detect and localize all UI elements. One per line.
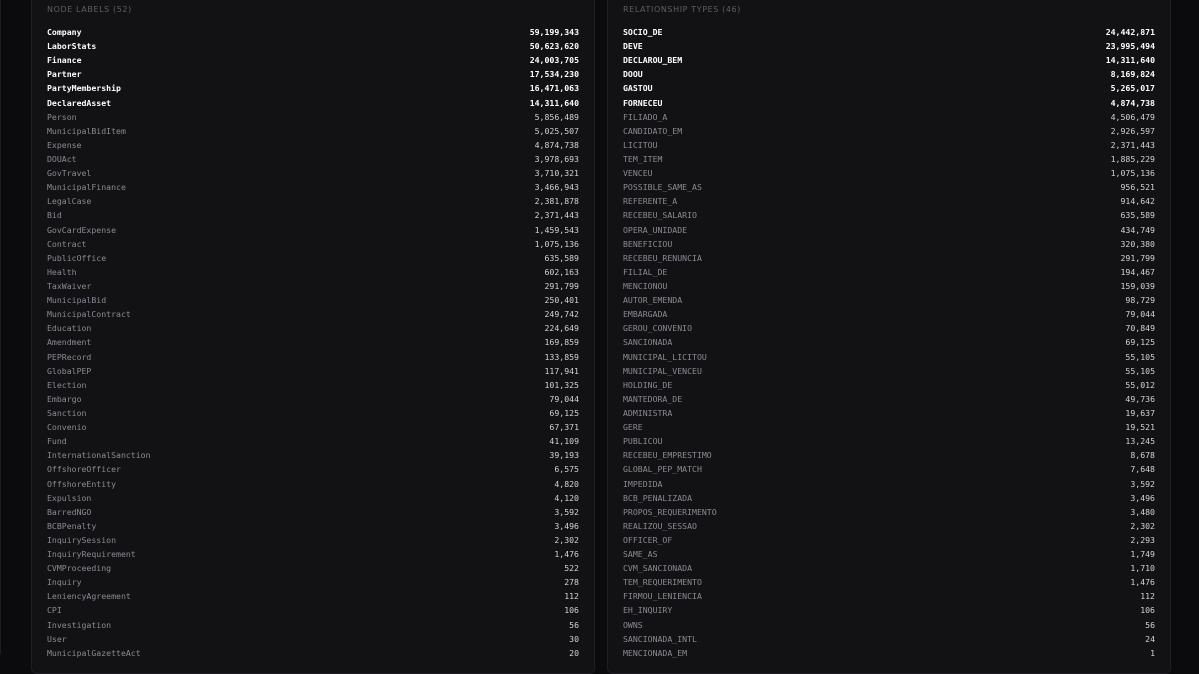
node-label-row-count: 133,859 <box>544 351 579 362</box>
relationship-type-row[interactable] <box>623 462 1155 476</box>
relationship-type-row-name: GERE <box>623 422 643 433</box>
relationship-type-row[interactable] <box>623 251 1155 265</box>
node-label-row-count: 1,459,543 <box>534 224 579 235</box>
relationship-type-row-count: 112 <box>1140 591 1155 602</box>
relationship-type-row-count: 98,729 <box>1125 295 1155 306</box>
node-label-row[interactable] <box>47 462 579 476</box>
relationship-type-row-count: 55,012 <box>1125 379 1155 390</box>
relationship-type-row-count: 5,265,017 <box>1110 83 1155 94</box>
node-label-row-count: 5,025,507 <box>534 125 579 136</box>
relationship-type-row-name: POSSIBLE_SAME_AS <box>623 182 702 193</box>
relationship-type-row-name: ADMINISTRA <box>623 407 673 418</box>
node-label-row-name: Expulsion <box>47 492 92 503</box>
node-label-row[interactable] <box>47 279 579 293</box>
node-label-row[interactable] <box>47 237 579 251</box>
relationship-type-row-count: 106 <box>1140 605 1155 616</box>
relationship-type-row-name: EMBARGADA <box>623 309 668 320</box>
relationship-type-row-count: 1,075,136 <box>1110 168 1155 179</box>
node-label-row[interactable] <box>47 618 579 632</box>
relationship-type-row-count: 4,874,738 <box>1110 97 1155 108</box>
relationship-type-row-name: GASTOU <box>623 83 653 94</box>
relationship-type-row-name: RECEBEU_EMPRESTIMO <box>623 450 712 461</box>
relationship-type-row-name: IMPEDIDA <box>623 478 663 489</box>
node-label-row-name: Election <box>47 379 87 390</box>
node-label-row-count: 41,109 <box>549 436 579 447</box>
node-label-row-name: Finance <box>47 55 82 66</box>
relationship-type-row-count: 79,044 <box>1125 309 1155 320</box>
relationship-type-row[interactable] <box>623 335 1155 349</box>
relationship-type-row-count: 23,995,494 <box>1105 41 1155 52</box>
relationship-type-row-count: 70,849 <box>1125 323 1155 334</box>
relationship-type-row[interactable] <box>623 589 1155 603</box>
node-label-row-count: 278 <box>564 577 579 588</box>
node-label-row-count: 5,856,489 <box>534 111 579 122</box>
relationship-type-row-name: MUNICIPAL_LICITOU <box>623 351 707 362</box>
relationship-type-row-count: 7,648 <box>1130 464 1155 475</box>
relationship-type-row-count: 55,105 <box>1125 365 1155 376</box>
relationship-type-row-count: 1,749 <box>1130 549 1155 560</box>
node-label-row[interactable] <box>47 477 579 491</box>
relationship-type-row[interactable] <box>623 519 1155 533</box>
node-label-row[interactable] <box>47 124 579 138</box>
relationship-type-row-name: REFERENTE_A <box>623 196 678 207</box>
relationship-type-row[interactable] <box>623 124 1155 138</box>
relationship-type-row-name: FIRMOU_LENIENCIA <box>623 591 702 602</box>
relationship-type-row[interactable] <box>623 547 1155 561</box>
node-label-row[interactable] <box>47 603 579 617</box>
node-label-row[interactable] <box>47 223 579 237</box>
node-label-row[interactable] <box>47 265 579 279</box>
relationship-type-row[interactable] <box>623 223 1155 237</box>
relationship-type-row[interactable] <box>623 138 1155 152</box>
relationship-type-row-count: 3,496 <box>1130 492 1155 503</box>
relationship-type-row[interactable] <box>623 53 1155 67</box>
node-label-row-name: MunicipalContract <box>47 309 131 320</box>
node-label-row-count: 2,302 <box>554 534 579 545</box>
node-label-row[interactable] <box>47 378 579 392</box>
relationship-type-row-name: MENCIONOU <box>623 280 668 291</box>
node-label-row[interactable] <box>47 208 579 222</box>
node-label-row[interactable] <box>47 53 579 67</box>
node-label-row[interactable] <box>47 152 579 166</box>
node-labels-panel <box>31 0 595 674</box>
node-label-row[interactable] <box>47 138 579 152</box>
node-label-row-count: 2,381,878 <box>534 196 579 207</box>
relationship-type-row[interactable] <box>623 632 1155 646</box>
node-label-row[interactable] <box>47 350 579 364</box>
relationship-types-list <box>623 25 1155 660</box>
relationship-type-row-count: 635,589 <box>1120 210 1155 221</box>
node-label-row[interactable] <box>47 25 579 39</box>
node-label-row-count: 56 <box>569 619 579 630</box>
relationship-type-row[interactable] <box>623 321 1155 335</box>
node-label-row-count: 112 <box>564 591 579 602</box>
node-label-row-count: 602,163 <box>544 266 579 277</box>
node-label-row-name: Education <box>47 323 92 334</box>
relationship-type-row-count: 1,885,229 <box>1110 153 1155 164</box>
node-label-row-count: 250,401 <box>544 295 579 306</box>
relationship-type-row-name: RECEBEU_RENUNCIA <box>623 252 702 263</box>
node-label-row-count: 101,325 <box>544 379 579 390</box>
relationship-type-row-name: FILIAL_DE <box>623 266 668 277</box>
node-label-row-count: 1,075,136 <box>534 238 579 249</box>
node-label-row-count: 3,710,321 <box>534 168 579 179</box>
node-label-row-name: Company <box>47 27 82 37</box>
node-label-row[interactable] <box>47 307 579 321</box>
relationship-type-row-name: BENEFICIOU <box>623 238 673 249</box>
relationship-type-row-count: 291,799 <box>1120 252 1155 263</box>
relationship-type-row-name: LICITOU <box>623 139 658 150</box>
relationship-type-row-count: 1,710 <box>1130 563 1155 574</box>
node-label-row-name: User <box>47 633 67 644</box>
node-label-row-name: OffshoreEntity <box>47 478 117 489</box>
node-label-row-count: 117,941 <box>544 365 579 376</box>
node-label-row-count: 106 <box>564 605 579 616</box>
node-labels-title: NODE LABELS (52) <box>47 5 132 14</box>
relationship-type-row[interactable] <box>623 434 1155 448</box>
node-label-row[interactable] <box>47 448 579 462</box>
relationship-type-row[interactable] <box>623 180 1155 194</box>
relationship-type-row-name: CVM_SANCIONADA <box>623 563 693 574</box>
relationship-type-row[interactable] <box>623 618 1155 632</box>
relationship-type-row[interactable] <box>623 25 1155 39</box>
relationship-type-row[interactable] <box>623 505 1155 519</box>
node-label-row-name: TaxWaiver <box>47 280 92 291</box>
node-label-row-count: 224,649 <box>544 323 579 334</box>
node-label-row-count: 4,874,738 <box>534 139 579 150</box>
relationship-type-row-name: DECLAROU_BEM <box>623 55 683 66</box>
relationship-type-row[interactable] <box>623 67 1155 81</box>
relationship-type-row-name: DOOU <box>623 69 643 80</box>
relationship-types-panel <box>607 0 1171 674</box>
relationship-type-row-count: 4,506,479 <box>1110 111 1155 122</box>
relationship-type-row-name: MUNICIPAL_VENCEU <box>623 365 702 376</box>
relationship-type-row-name: FILIADO_A <box>623 111 668 122</box>
node-label-row-name: Health <box>47 266 77 277</box>
node-label-row-name: Fund <box>47 436 67 447</box>
relationship-type-row-name: MANTEDORA_DE <box>623 393 683 404</box>
node-label-row-name: GovCardExpense <box>47 224 117 235</box>
relationship-type-row[interactable] <box>623 448 1155 462</box>
node-label-row-name: CVMProceeding <box>47 563 112 574</box>
node-label-row[interactable] <box>47 110 579 124</box>
relationship-type-row-count: 19,521 <box>1125 422 1155 433</box>
node-label-row-count: 635,589 <box>544 252 579 263</box>
node-label-row-name: MunicipalBidItem <box>47 125 126 136</box>
node-label-row-name: Amendment <box>47 337 92 348</box>
node-label-row[interactable] <box>47 519 579 533</box>
node-label-row-count: 4,120 <box>554 492 579 503</box>
node-label-row-name: LegalCase <box>47 196 92 207</box>
relationship-type-row[interactable] <box>623 279 1155 293</box>
node-label-row-name: Sanction <box>47 407 87 418</box>
relationship-type-row-count: 956,521 <box>1120 182 1155 193</box>
relationship-type-row[interactable] <box>623 392 1155 406</box>
node-label-row-name: Contract <box>47 238 87 249</box>
relationship-type-row-name: RECEBEU_SALARIO <box>623 210 697 221</box>
relationship-type-row-name: GLOBAL_PEP_MATCH <box>623 464 702 475</box>
node-label-row-name: DeclaredAsset <box>47 97 112 108</box>
node-label-row[interactable] <box>47 39 579 53</box>
node-label-row[interactable] <box>47 533 579 547</box>
relationship-type-row-count: 914,642 <box>1120 196 1155 207</box>
relationship-type-row[interactable] <box>623 420 1155 434</box>
node-label-row[interactable] <box>47 406 579 420</box>
node-label-row-name: LaborStats <box>47 41 97 52</box>
node-label-row-count: 16,471,063 <box>529 83 579 94</box>
relationship-type-row-count: 159,039 <box>1120 280 1155 291</box>
relationship-type-row-name: TEM_REQUERIMENTO <box>623 577 702 588</box>
relationship-type-row-name: PUBLICOU <box>623 436 663 447</box>
relationship-type-row[interactable] <box>623 152 1155 166</box>
relationship-type-row-name: SOCIO_DE <box>623 27 663 37</box>
relationship-type-row-count: 8,678 <box>1130 450 1155 461</box>
node-label-row-count: 249,742 <box>544 309 579 320</box>
node-label-row-name: MunicipalGazetteAct <box>47 647 141 658</box>
node-label-row-count: 17,534,230 <box>529 69 579 80</box>
node-label-row[interactable] <box>47 392 579 406</box>
node-label-row-name: GovTravel <box>47 168 92 179</box>
node-label-row[interactable] <box>47 166 579 180</box>
relationship-type-row-name: BCB_PENALIZADA <box>623 492 693 503</box>
node-label-row-count: 291,799 <box>544 280 579 291</box>
relationship-type-row[interactable] <box>623 39 1155 53</box>
node-label-row-count: 2,371,443 <box>534 210 579 221</box>
relationship-type-row-name: SAME_AS <box>623 549 658 560</box>
relationship-type-row-count: 24,442,871 <box>1105 27 1155 37</box>
node-label-row-count: 1,476 <box>554 549 579 560</box>
relationship-type-row[interactable] <box>623 81 1155 95</box>
node-label-row-name: MunicipalFinance <box>47 182 126 193</box>
relationship-type-row[interactable] <box>623 237 1155 251</box>
node-label-row[interactable] <box>47 434 579 448</box>
node-label-row-count: 67,371 <box>549 422 579 433</box>
relationship-type-row-name: OPERA_UNIDADE <box>623 224 688 235</box>
node-label-row[interactable] <box>47 251 579 265</box>
node-label-row-count: 59,199,343 <box>529 27 579 37</box>
node-label-row-name: InquirySession <box>47 534 117 545</box>
node-label-row[interactable] <box>47 321 579 335</box>
node-label-row-name: DOUAct <box>47 153 77 164</box>
relationship-type-row-count: 19,637 <box>1125 407 1155 418</box>
relationship-type-row[interactable] <box>623 378 1155 392</box>
node-label-row-count: 39,193 <box>549 450 579 461</box>
relationship-type-row[interactable] <box>623 110 1155 124</box>
relationship-type-row-name: DEVE <box>623 41 643 52</box>
node-label-row-count: 24,003,705 <box>529 55 579 66</box>
node-label-row[interactable] <box>47 96 579 110</box>
relationship-type-row[interactable] <box>623 208 1155 222</box>
relationship-type-row[interactable] <box>623 166 1155 180</box>
node-label-row-count: 14,311,640 <box>529 97 579 108</box>
relationship-type-row-name: MENCIONADA_EM <box>623 647 688 658</box>
relationship-type-row-name: OFFICER_OF <box>623 534 673 545</box>
node-label-row-name: Investigation <box>47 619 112 630</box>
relationship-type-row-count: 1,476 <box>1130 577 1155 588</box>
relationship-type-row-count: 434,749 <box>1120 224 1155 235</box>
relationship-type-row-name: SANCIONADA <box>623 337 673 348</box>
relationship-type-row[interactable] <box>623 646 1155 660</box>
relationship-type-row-name: OWNS <box>623 619 643 630</box>
node-label-row-name: PEPRecord <box>47 351 92 362</box>
relationship-type-row[interactable] <box>623 533 1155 547</box>
relationship-type-row[interactable] <box>623 364 1155 378</box>
relationship-type-row-count: 8,169,824 <box>1110 69 1155 80</box>
node-label-row[interactable] <box>47 67 579 81</box>
node-label-row-name: Person <box>47 111 77 122</box>
relationship-type-row[interactable] <box>623 350 1155 364</box>
relationship-type-row-count: 2,371,443 <box>1110 139 1155 150</box>
node-label-row-count: 3,978,693 <box>534 153 579 164</box>
relationship-type-row-count: 3,480 <box>1130 506 1155 517</box>
relationship-type-row-name: REALIZOU_SESSAO <box>623 520 697 531</box>
node-label-row-name: GlobalPEP <box>47 365 92 376</box>
node-label-row-count: 3,592 <box>554 506 579 517</box>
relationship-type-row-count: 69,125 <box>1125 337 1155 348</box>
node-label-row[interactable] <box>47 575 579 589</box>
node-label-row[interactable] <box>47 180 579 194</box>
node-label-row-name: Convenio <box>47 422 87 433</box>
node-label-row-name: Inquiry <box>47 577 82 588</box>
relationship-types-title: RELATIONSHIP TYPES (46) <box>623 5 741 14</box>
relationship-type-row[interactable] <box>623 307 1155 321</box>
node-label-row-name: BCBPenalty <box>47 520 97 531</box>
relationship-type-row-name: CANDIDATO_EM <box>623 125 683 136</box>
node-label-row-count: 69,125 <box>549 407 579 418</box>
relationship-type-row-name: SANCIONADA_INTL <box>623 633 697 644</box>
relationship-type-row[interactable] <box>623 194 1155 208</box>
relationship-type-row-count: 2,302 <box>1130 520 1155 531</box>
node-label-row[interactable] <box>47 420 579 434</box>
node-label-row-count: 522 <box>564 563 579 574</box>
relationship-type-row[interactable] <box>623 603 1155 617</box>
relationship-type-row[interactable] <box>623 265 1155 279</box>
node-label-row-name: MunicipalBid <box>47 295 107 306</box>
node-label-row-count: 79,044 <box>549 393 579 404</box>
relationship-type-row[interactable] <box>623 96 1155 110</box>
relationship-type-row-name: AUTOR_EMENDA <box>623 295 683 306</box>
node-label-row[interactable] <box>47 194 579 208</box>
relationship-type-row[interactable] <box>623 491 1155 505</box>
relationship-type-row-count: 1 <box>1150 647 1155 658</box>
relationship-type-row-count: 14,311,640 <box>1105 55 1155 66</box>
node-label-row-count: 3,496 <box>554 520 579 531</box>
relationship-type-row[interactable] <box>623 293 1155 307</box>
node-label-row[interactable] <box>47 364 579 378</box>
node-label-row[interactable] <box>47 335 579 349</box>
node-label-row-name: CPI <box>47 605 62 616</box>
node-label-row[interactable] <box>47 589 579 603</box>
node-label-row-count: 4,820 <box>554 478 579 489</box>
relationship-type-row[interactable] <box>623 406 1155 420</box>
relationship-type-row-count: 13,245 <box>1125 436 1155 447</box>
node-label-row[interactable] <box>47 293 579 307</box>
relationship-type-row-name: VENCEU <box>623 168 653 179</box>
node-label-row[interactable] <box>47 491 579 505</box>
relationship-type-row-name: GEROU_CONVENIO <box>623 323 693 334</box>
relationship-type-row-count: 320,380 <box>1120 238 1155 249</box>
relationship-type-row-count: 2,293 <box>1130 534 1155 545</box>
node-label-row[interactable] <box>47 561 579 575</box>
node-label-row-count: 50,623,620 <box>529 41 579 52</box>
node-label-row[interactable] <box>47 632 579 646</box>
relationship-type-row-name: PROPOS_REQUERIMENTO <box>623 506 717 517</box>
relationship-type-row-name: TEM_ITEM <box>623 153 663 164</box>
node-label-row-name: InternationalSanction <box>47 450 151 461</box>
node-label-row-name: Partner <box>47 69 82 80</box>
node-label-row-name: InquiryRequirement <box>47 549 136 560</box>
relationship-type-row[interactable] <box>623 575 1155 589</box>
node-label-row-name: Embargo <box>47 393 82 404</box>
node-label-row-name: BarredNGO <box>47 506 92 517</box>
node-label-row-name: Expense <box>47 139 82 150</box>
relationship-type-row-count: 56 <box>1145 619 1155 630</box>
node-label-row-count: 6,575 <box>554 464 579 475</box>
relationship-type-row-name: FORNECEU <box>623 97 663 108</box>
node-label-row-name: OffshoreOfficer <box>47 464 121 475</box>
node-label-row[interactable] <box>47 505 579 519</box>
relationship-type-row[interactable] <box>623 477 1155 491</box>
node-label-row-count: 169,859 <box>544 337 579 348</box>
node-label-row[interactable] <box>47 547 579 561</box>
node-label-row-count: 20 <box>569 647 579 658</box>
node-label-row-name: PublicOffice <box>47 252 107 263</box>
relationship-type-row-name: EH_INQUIRY <box>623 605 673 616</box>
node-label-row[interactable] <box>47 646 579 660</box>
node-label-row-name: PartyMembership <box>47 83 121 94</box>
node-labels-list <box>47 25 579 660</box>
node-label-row-name: Bid <box>47 210 62 221</box>
node-label-row-count: 30 <box>569 633 579 644</box>
node-label-row[interactable] <box>47 81 579 95</box>
relationship-type-row-count: 194,467 <box>1120 266 1155 277</box>
relationship-type-row[interactable] <box>623 561 1155 575</box>
relationship-type-row-count: 24 <box>1145 633 1155 644</box>
relationship-type-row-count: 2,926,597 <box>1110 125 1155 136</box>
node-label-row-name: LeniencyAgreement <box>47 591 131 602</box>
relationship-type-row-count: 55,105 <box>1125 351 1155 362</box>
relationship-type-row-name: HOLDING_DE <box>623 379 673 390</box>
relationship-type-row-count: 49,736 <box>1125 393 1155 404</box>
relationship-type-row-count: 3,592 <box>1130 478 1155 489</box>
node-label-row-count: 3,466,943 <box>534 182 579 193</box>
